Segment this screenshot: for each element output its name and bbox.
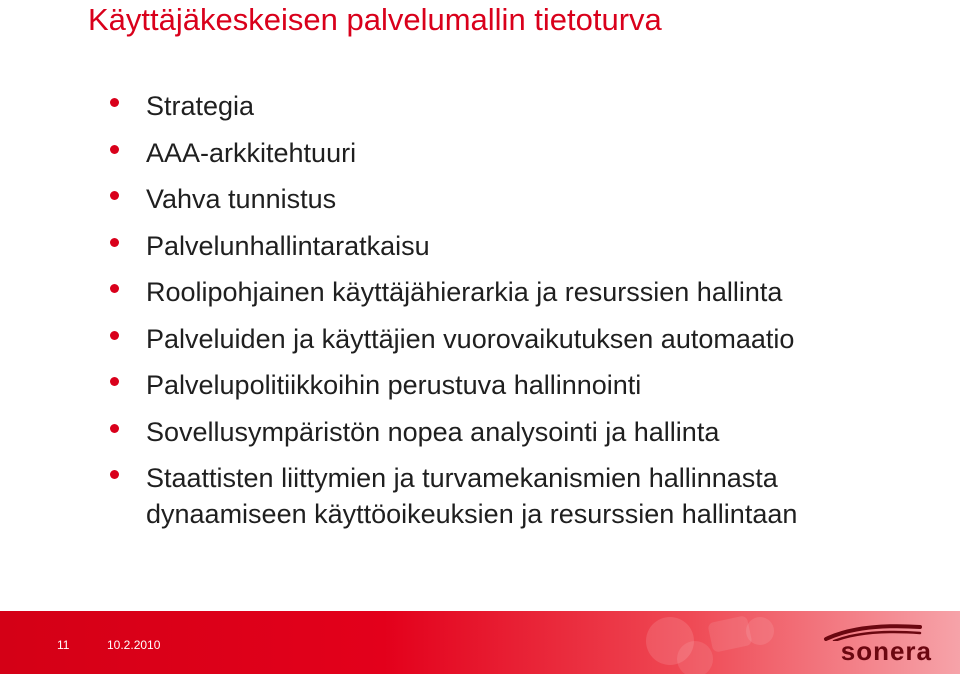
bullet-item [108, 181, 938, 217]
bullet-item [108, 228, 938, 264]
bullet-item [108, 321, 938, 357]
bullet-dot-icon [110, 145, 119, 154]
sonera-logo [820, 621, 932, 667]
bullet-text: Palvelunhallintaratkaisu [146, 230, 430, 261]
bullet-dot-icon [110, 284, 119, 293]
bullet-text: Palveluiden ja käyttäjien vuorovaikutuksen automaatio [146, 323, 795, 354]
bullet-item [108, 367, 938, 403]
bullet-text: AAA-arkkitehtuuri [146, 137, 357, 168]
bullet-dot-icon [110, 98, 119, 107]
bullet-text: Sovellusympäristön nopea analysointi ja hallinta [146, 416, 720, 447]
bullet-item [108, 414, 938, 450]
page-number: 11 [57, 638, 70, 652]
bullet-dot-icon [110, 424, 119, 433]
bullet-item [108, 88, 938, 124]
bullet-dot-icon [110, 470, 119, 479]
bullet-item [108, 274, 938, 310]
bullet-dot-icon [110, 238, 119, 247]
bullet-text: Palvelupolitiikkoihin perustuva hallinnointi [146, 370, 642, 400]
footer-date: 10.2.2010 [107, 638, 161, 652]
bullet-dot-icon [110, 191, 119, 200]
bullet-item [108, 460, 938, 532]
logo-text: sonera [840, 636, 932, 666]
bullet-list [108, 88, 938, 543]
bullet-dot-icon [110, 377, 119, 386]
bullet-text: Staattisten liittymien ja turvamekanismien hallinnasta dynaamiseen käyttöoikeuksien ja resurssien hallintaan [146, 463, 798, 529]
bullet-item [108, 135, 938, 171]
bullet-text: Strategia [146, 91, 255, 121]
bullet-dot-icon [110, 331, 119, 340]
bullet-text: Roolipohjainen käyttäjähierarkia ja resurssien hallinta [146, 277, 783, 307]
slide-title: Käyttäjäkeskeisen palvelumallin tietoturva [88, 2, 662, 37]
footer-bar [0, 611, 960, 674]
bullet-text: Vahva tunnistus [146, 184, 337, 214]
